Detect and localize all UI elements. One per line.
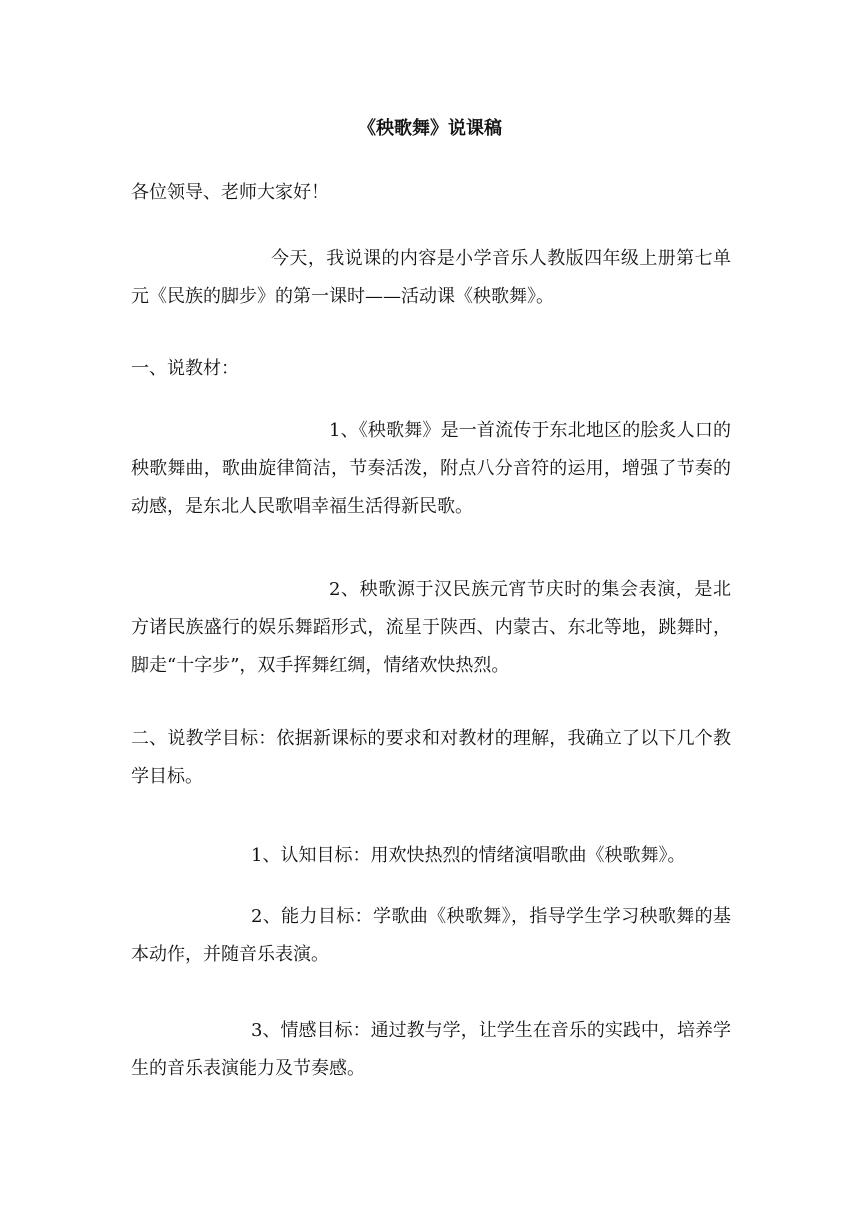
- goal-item-ability: 2、能力目标：学歌曲《秧歌舞》，指导学生学习秧歌舞的基本动作，并随音乐表演。: [131, 906, 731, 965]
- material-item-1: 1、《秧歌舞》是一首流传于东北地区的脍炙人口的秧歌舞曲，歌曲旋律简洁，节奏活泼，附点八分音符的运用，增强了节奏的动感，是东北人民歌唱幸福生活得新民歌。: [131, 420, 731, 517]
- greeting-paragraph: 各位领导、老师大家好！: [131, 182, 329, 203]
- section-heading-teaching-material: 一、说教材：: [131, 358, 239, 379]
- material-item-2: 2、秧歌源于汉民族元宵节庆时的集会表演，是北方诸民族盛行的娱乐舞蹈形式，流星于陕西、内蒙古、东北等地，跳舞时，脚走“十字步”，双手挥舞红绸，情绪欢快热烈。: [131, 579, 731, 676]
- section-heading-teaching-goals: 二、说教学目标：依据新课标的要求和对教材的理解，我确立了以下几个教学目标。: [131, 728, 731, 787]
- goal-item-cognitive: 1、认知目标：用欢快热烈的情绪演唱歌曲《秧歌舞》。: [251, 845, 686, 866]
- goal-item-emotion: 3、情感目标：通过教与学，让学生在音乐的实践中，培养学生的音乐表演能力及节奏感。: [131, 1020, 731, 1079]
- document-title: 《秧歌舞》说课稿: [358, 118, 502, 139]
- intro-paragraph: 今天，我说课的内容是小学音乐人教版四年级上册第七单元《民族的脚步》的第一课时——活动课《秧歌舞》。: [131, 248, 731, 307]
